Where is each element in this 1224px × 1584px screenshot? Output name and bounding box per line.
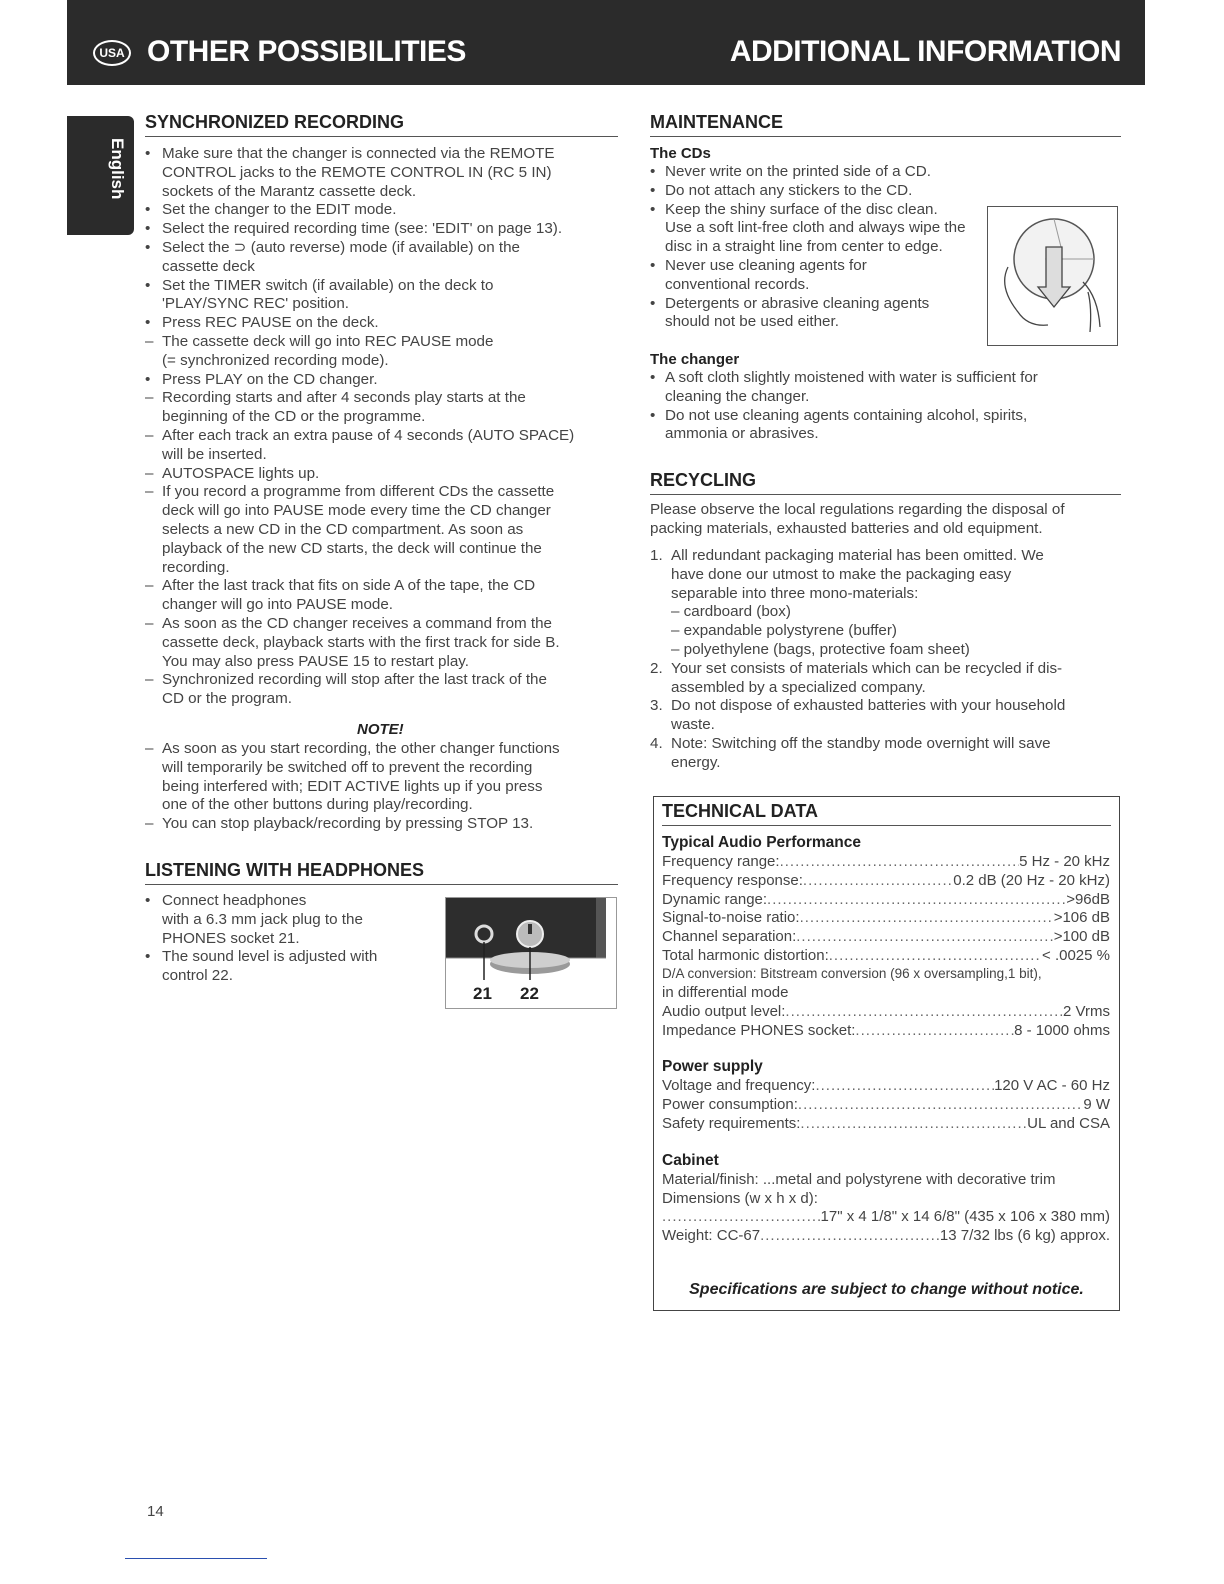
line-text: CONTROL jacks to the REMOTE CONTROL IN (RC 5 IN) <box>162 163 552 181</box>
text-line <box>145 521 615 540</box>
text-line <box>650 622 1120 641</box>
bullet: – <box>145 332 154 350</box>
line-text: selects a new CD in the CD compartment. As soon as <box>162 520 524 538</box>
spec-label: Weight: CC-67 <box>662 1227 761 1244</box>
spec-row <box>662 946 1110 965</box>
spec-row-dimensions <box>662 1207 1110 1226</box>
bullet: – <box>145 577 154 595</box>
text-line <box>145 815 615 834</box>
line-text: Detergents or abrasive cleaning agents <box>665 294 930 312</box>
headphones-title: LISTENING WITH HEADPHONES <box>145 860 618 885</box>
text-line <box>145 653 615 672</box>
line-text: Do not dispose of exhausted batteries with your household <box>671 697 1066 715</box>
bullet: • <box>650 181 656 199</box>
text-line <box>145 796 615 815</box>
note-title: NOTE! <box>357 721 404 738</box>
usa-badge: USA <box>93 40 131 66</box>
text-line <box>145 446 615 465</box>
bullet: • <box>145 370 151 388</box>
bullet: 4. <box>650 734 663 752</box>
da-conversion-text-2: in differential mode <box>662 984 789 1001</box>
text-line <box>650 388 1120 407</box>
bullet: • <box>145 145 151 162</box>
spec-value: 13 7/32 lbs (6 kg) approx. <box>939 1227 1110 1244</box>
text-line <box>650 163 985 182</box>
line-text: disc in a straight line from center to edge. <box>665 238 943 256</box>
spec-value: 0.2 dB (20 Hz - 20 kHz) <box>953 871 1110 889</box>
text-line <box>145 352 615 371</box>
bullet: • <box>145 314 151 332</box>
spec-row-weight <box>662 1226 1110 1245</box>
line-text: have done our utmost to make the packaging easy <box>671 565 1012 583</box>
spec-label: Dynamic range: <box>662 890 768 908</box>
recycling-intro <box>650 501 1120 539</box>
line-text: You may also press PAUSE 15 to restart play. <box>162 652 469 670</box>
text-line <box>650 313 985 332</box>
line-text: Do not attach any stickers to the CD. <box>665 181 913 199</box>
header-right-title: ADDITIONAL INFORMATION <box>729 35 1121 68</box>
line-text: The cassette deck will go into REC PAUSE mode <box>162 332 494 350</box>
bullet: • <box>145 238 151 256</box>
line-text: After the last track that fits on side A of the tape, the CD <box>162 577 536 595</box>
spec-value: UL and CSA <box>1027 1114 1110 1132</box>
text-line <box>650 257 985 276</box>
line-text: PHONES socket 21. <box>162 929 300 947</box>
text-line <box>145 164 615 183</box>
bullet: – <box>145 483 154 501</box>
bullet: • <box>650 369 656 386</box>
line-text: energy. <box>671 753 721 771</box>
line-text: The sound level is adjusted with <box>162 948 378 966</box>
maintenance-title: MAINTENANCE <box>650 112 1121 137</box>
bullet: – <box>145 389 154 407</box>
footer-line <box>125 1558 267 1559</box>
text-line <box>145 201 615 220</box>
spec-value: 5 Hz - 20 kHz <box>1019 853 1110 870</box>
cabinet-title: Cabinet <box>662 1152 719 1169</box>
cd-wipe-illustration <box>988 207 1117 345</box>
recycling-title: RECYCLING <box>650 470 1121 495</box>
bullet: – <box>145 815 154 833</box>
line-text: being interfered with; EDIT ACTIVE lights up if you press <box>162 777 543 795</box>
spec-label: Audio output level: <box>662 1003 786 1020</box>
text-line <box>145 759 615 778</box>
text-line <box>145 911 435 930</box>
line-text: Never use cleaning agents for <box>665 256 867 274</box>
line-text: Synchronized recording will stop after the last track of the <box>162 671 547 689</box>
text-line <box>145 295 615 314</box>
spec-value: 2 Vrms <box>1063 1003 1110 1020</box>
spec-value: 8 - 1000 ohms <box>1014 1022 1110 1039</box>
text-line <box>650 201 985 220</box>
line-text: Recording starts and after 4 seconds play starts at the <box>162 389 526 407</box>
sync-recording-title: SYNCHRONIZED RECORDING <box>145 112 618 137</box>
line-text: CD or the program. <box>162 690 292 708</box>
text-line <box>145 239 615 258</box>
recycling-list <box>650 547 1120 773</box>
line-text: Keep the shiny surface of the disc clean. <box>665 200 938 218</box>
text-line <box>145 220 615 239</box>
line-text: As soon as the CD changer receives a command from the <box>162 614 552 632</box>
spec-label: Channel separation: <box>662 928 797 946</box>
header-left-title: OTHER POSSIBILITIES <box>147 35 466 68</box>
text-line <box>145 671 615 690</box>
text-line <box>145 371 615 390</box>
text-line <box>145 967 435 986</box>
spec-label: Signal-to-noise ratio: <box>662 909 800 927</box>
specifications-note: Specifications are subject to change without notice. <box>689 1281 1084 1298</box>
spec-label: Voltage and frequency: <box>662 1077 816 1094</box>
text-line <box>145 333 615 352</box>
line-text: changer will go into PAUSE mode. <box>162 596 394 614</box>
text-line <box>650 295 985 314</box>
line-text: packing materials, exhausted batteries and old equipment. <box>650 519 1043 537</box>
spec-row <box>662 927 1110 946</box>
text-line <box>145 559 615 578</box>
bullet: • <box>145 892 151 909</box>
line-text: will temporarily be switched off to prevent the recording <box>162 758 533 776</box>
text-line <box>145 502 615 521</box>
line-text: deck will go into PAUSE mode every time the CD changer <box>162 502 551 520</box>
text-line <box>145 778 615 797</box>
text-line <box>650 603 1120 622</box>
line-text: 'PLAY/SYNC REC' position. <box>162 295 349 313</box>
text-line <box>650 407 1120 426</box>
line-text: Use a soft lint-free cloth and always wipe the <box>665 219 966 237</box>
text-line <box>650 716 1120 735</box>
text-line <box>145 258 615 277</box>
line-text: Make sure that the changer is connected via the REMOTE <box>162 145 555 162</box>
spec-label: Frequency range: <box>662 853 780 870</box>
spec-label: Power consumption: <box>662 1095 798 1113</box>
text-line <box>650 276 985 295</box>
dimensions-label: Dimensions (w x h x d): <box>662 1190 818 1207</box>
line-text: Please observe the local regulations regarding the disposal of <box>650 501 1065 518</box>
changer-text <box>650 369 1120 444</box>
line-text: Never write on the printed side of a CD. <box>665 163 931 180</box>
text-line <box>650 520 1120 539</box>
text-line <box>145 577 615 596</box>
spec-label: Frequency response: <box>662 871 803 889</box>
bullet: – <box>145 426 154 444</box>
text-line <box>650 369 1120 388</box>
text-line <box>145 948 435 967</box>
line-text: playback of the new CD starts, the deck will continue the <box>162 539 542 557</box>
changer-subtitle: The changer <box>650 351 740 368</box>
line-text: cassette deck, playback starts with the first track for side B. <box>162 633 560 651</box>
text-line <box>650 679 1120 698</box>
text-line <box>145 892 435 911</box>
line-text: cleaning the changer. <box>665 387 810 405</box>
bullet: • <box>145 948 151 966</box>
sync-recording-text <box>145 145 615 709</box>
line-text: Connect headphones <box>162 892 307 909</box>
text-line <box>650 660 1120 679</box>
technical-data-box <box>653 796 1120 1311</box>
line-text: assembled by a specialized company. <box>671 678 926 696</box>
cds-text <box>650 163 985 332</box>
line-text: Select the required recording time (see: 'EDIT' on page 13). <box>162 220 563 238</box>
line-text: If you record a programme from different CDs the cassette <box>162 483 555 501</box>
text-line <box>650 585 1120 604</box>
line-text: should not be used either. <box>665 313 839 331</box>
text-line <box>145 389 615 408</box>
bullet: – <box>145 671 154 689</box>
line-text: ammonia or abrasives. <box>665 425 819 443</box>
text-line <box>650 735 1120 754</box>
spec-value: 120 V AC - 60 Hz <box>994 1077 1110 1094</box>
spec-row-audio-output <box>662 1002 1110 1021</box>
text-line <box>145 314 615 333</box>
bullet: 2. <box>650 659 663 677</box>
spec-value: >96dB <box>1066 890 1110 908</box>
spec-label: Total harmonic distortion: <box>662 947 829 964</box>
line-text: Set the changer to the EDIT mode. <box>162 201 397 219</box>
line-text: with a 6.3 mm jack plug to the <box>162 910 363 928</box>
bullet: • <box>650 256 656 274</box>
text-line <box>650 641 1120 660</box>
spec-row <box>662 1076 1110 1095</box>
text-line <box>145 540 615 559</box>
text-line <box>145 690 615 709</box>
bullet: – <box>145 614 154 632</box>
spec-value: >106 dB <box>1053 909 1110 927</box>
bullet: • <box>145 276 151 294</box>
line-text: – expandable polystyrene (buffer) <box>671 622 897 640</box>
da-conversion-text: D/A conversion: Bitstream conversion (96 x oversampling,1 bit), <box>662 966 1042 981</box>
bullet: • <box>650 294 656 312</box>
line-text: Press PLAY on the CD changer. <box>162 370 378 388</box>
text-line <box>145 145 615 164</box>
power-supply-title: Power supply <box>662 1058 763 1075</box>
text-line <box>145 740 615 759</box>
headphones-figure <box>445 897 617 1009</box>
bullet: • <box>145 201 151 219</box>
page-number: 14 <box>147 1503 164 1520</box>
text-line <box>650 754 1120 773</box>
bullet: – <box>145 464 154 482</box>
bullet: • <box>650 163 656 180</box>
line-text: will be inserted. <box>162 445 267 463</box>
page-header <box>67 0 1145 85</box>
spec-value: 17" x 4 1/8" x 14 6/8" (435 x 106 x 380 mm) <box>820 1208 1110 1225</box>
line-text: sockets of the Marantz cassette deck. <box>162 182 417 200</box>
text-line <box>650 501 1120 520</box>
phones-socket-label: 21 <box>473 984 492 1003</box>
line-text: – polyethylene (bags, protective foam sheet) <box>671 640 970 658</box>
line-text: Note: Switching off the standby mode overnight will save <box>671 734 1051 752</box>
line-text: AUTOSPACE lights up. <box>162 464 320 482</box>
line-text: Do not use cleaning agents containing alcohol, spirits, <box>665 406 1028 424</box>
line-text: waste. <box>671 716 715 734</box>
bullet: 1. <box>650 547 663 564</box>
line-text: Select the ⊃ (auto reverse) mode (if available) on the <box>162 238 520 256</box>
audio-performance-title: Typical Audio Performance <box>662 834 861 851</box>
spec-value: < .0025 % <box>1042 947 1110 964</box>
bullet: • <box>650 200 656 218</box>
language-tab-label: English <box>108 138 127 200</box>
line-text: Press REC PAUSE on the deck. <box>162 314 379 332</box>
language-tab <box>67 116 134 235</box>
line-text: beginning of the CD or the programme. <box>162 408 426 426</box>
text-line <box>145 483 615 502</box>
bullet: • <box>650 406 656 424</box>
line-text: After each track an extra pause of 4 seconds (AUTO SPACE) <box>162 426 575 444</box>
text-line <box>145 596 615 615</box>
spec-value: 9 W <box>1083 1095 1110 1113</box>
cd-cleaning-figure <box>987 206 1118 346</box>
spec-row <box>662 1114 1110 1133</box>
text-line <box>650 425 1120 444</box>
text-line <box>145 277 615 296</box>
spec-row <box>662 871 1110 890</box>
cds-subtitle: The CDs <box>650 145 711 162</box>
line-text: You can stop playback/recording by pressing STOP 13. <box>162 815 534 833</box>
text-line <box>650 238 985 257</box>
line-text: one of the other buttons during play/recording. <box>162 796 473 814</box>
line-text: Set the TIMER switch (if available) on the deck to <box>162 276 494 294</box>
headphones-text <box>145 892 435 986</box>
note-text <box>145 740 615 834</box>
line-text: control 22. <box>162 967 233 985</box>
line-text: recording. <box>162 558 230 576</box>
line-text: separable into three mono-materials: <box>671 584 919 602</box>
line-text: – cardboard (box) <box>671 603 791 621</box>
bullet: • <box>145 220 151 238</box>
spec-value: >100 dB <box>1053 928 1110 946</box>
bullet: 3. <box>650 697 663 715</box>
line-text: A soft cloth slightly moistened with water is sufficient for <box>665 369 1038 386</box>
text-line <box>650 697 1120 716</box>
text-line <box>145 427 615 446</box>
spec-row <box>662 852 1110 871</box>
text-line <box>145 615 615 634</box>
line-text: (= synchronized recording mode). <box>162 351 389 369</box>
volume-control-label: 22 <box>520 984 539 1003</box>
text-line <box>145 183 615 202</box>
text-line <box>650 182 985 201</box>
line-text: As soon as you start recording, the other changer functions <box>162 740 560 757</box>
spec-row <box>662 1095 1110 1114</box>
technical-data-title: TECHNICAL DATA <box>662 801 1111 826</box>
line-text: Your set consists of materials which can be recycled if dis- <box>671 659 1063 677</box>
text-line <box>145 634 615 653</box>
line-text: cassette deck <box>162 257 255 275</box>
text-line <box>145 930 435 949</box>
line-text: All redundant packaging material has been omitted. We <box>671 547 1044 564</box>
text-line <box>145 465 615 484</box>
spec-row-impedance <box>662 1021 1110 1040</box>
spec-row <box>662 908 1110 927</box>
spec-label: Impedance PHONES socket: <box>662 1022 856 1039</box>
bullet: – <box>145 740 154 757</box>
line-text: conventional records. <box>665 275 810 293</box>
spec-row <box>662 890 1110 909</box>
material-text: Material/finish: ...metal and polystyrene with decorative trim <box>662 1171 1056 1188</box>
spec-label: Safety requirements: <box>662 1114 801 1132</box>
text-line <box>650 219 985 238</box>
text-line <box>650 566 1120 585</box>
text-line <box>650 547 1120 566</box>
text-line <box>145 408 615 427</box>
